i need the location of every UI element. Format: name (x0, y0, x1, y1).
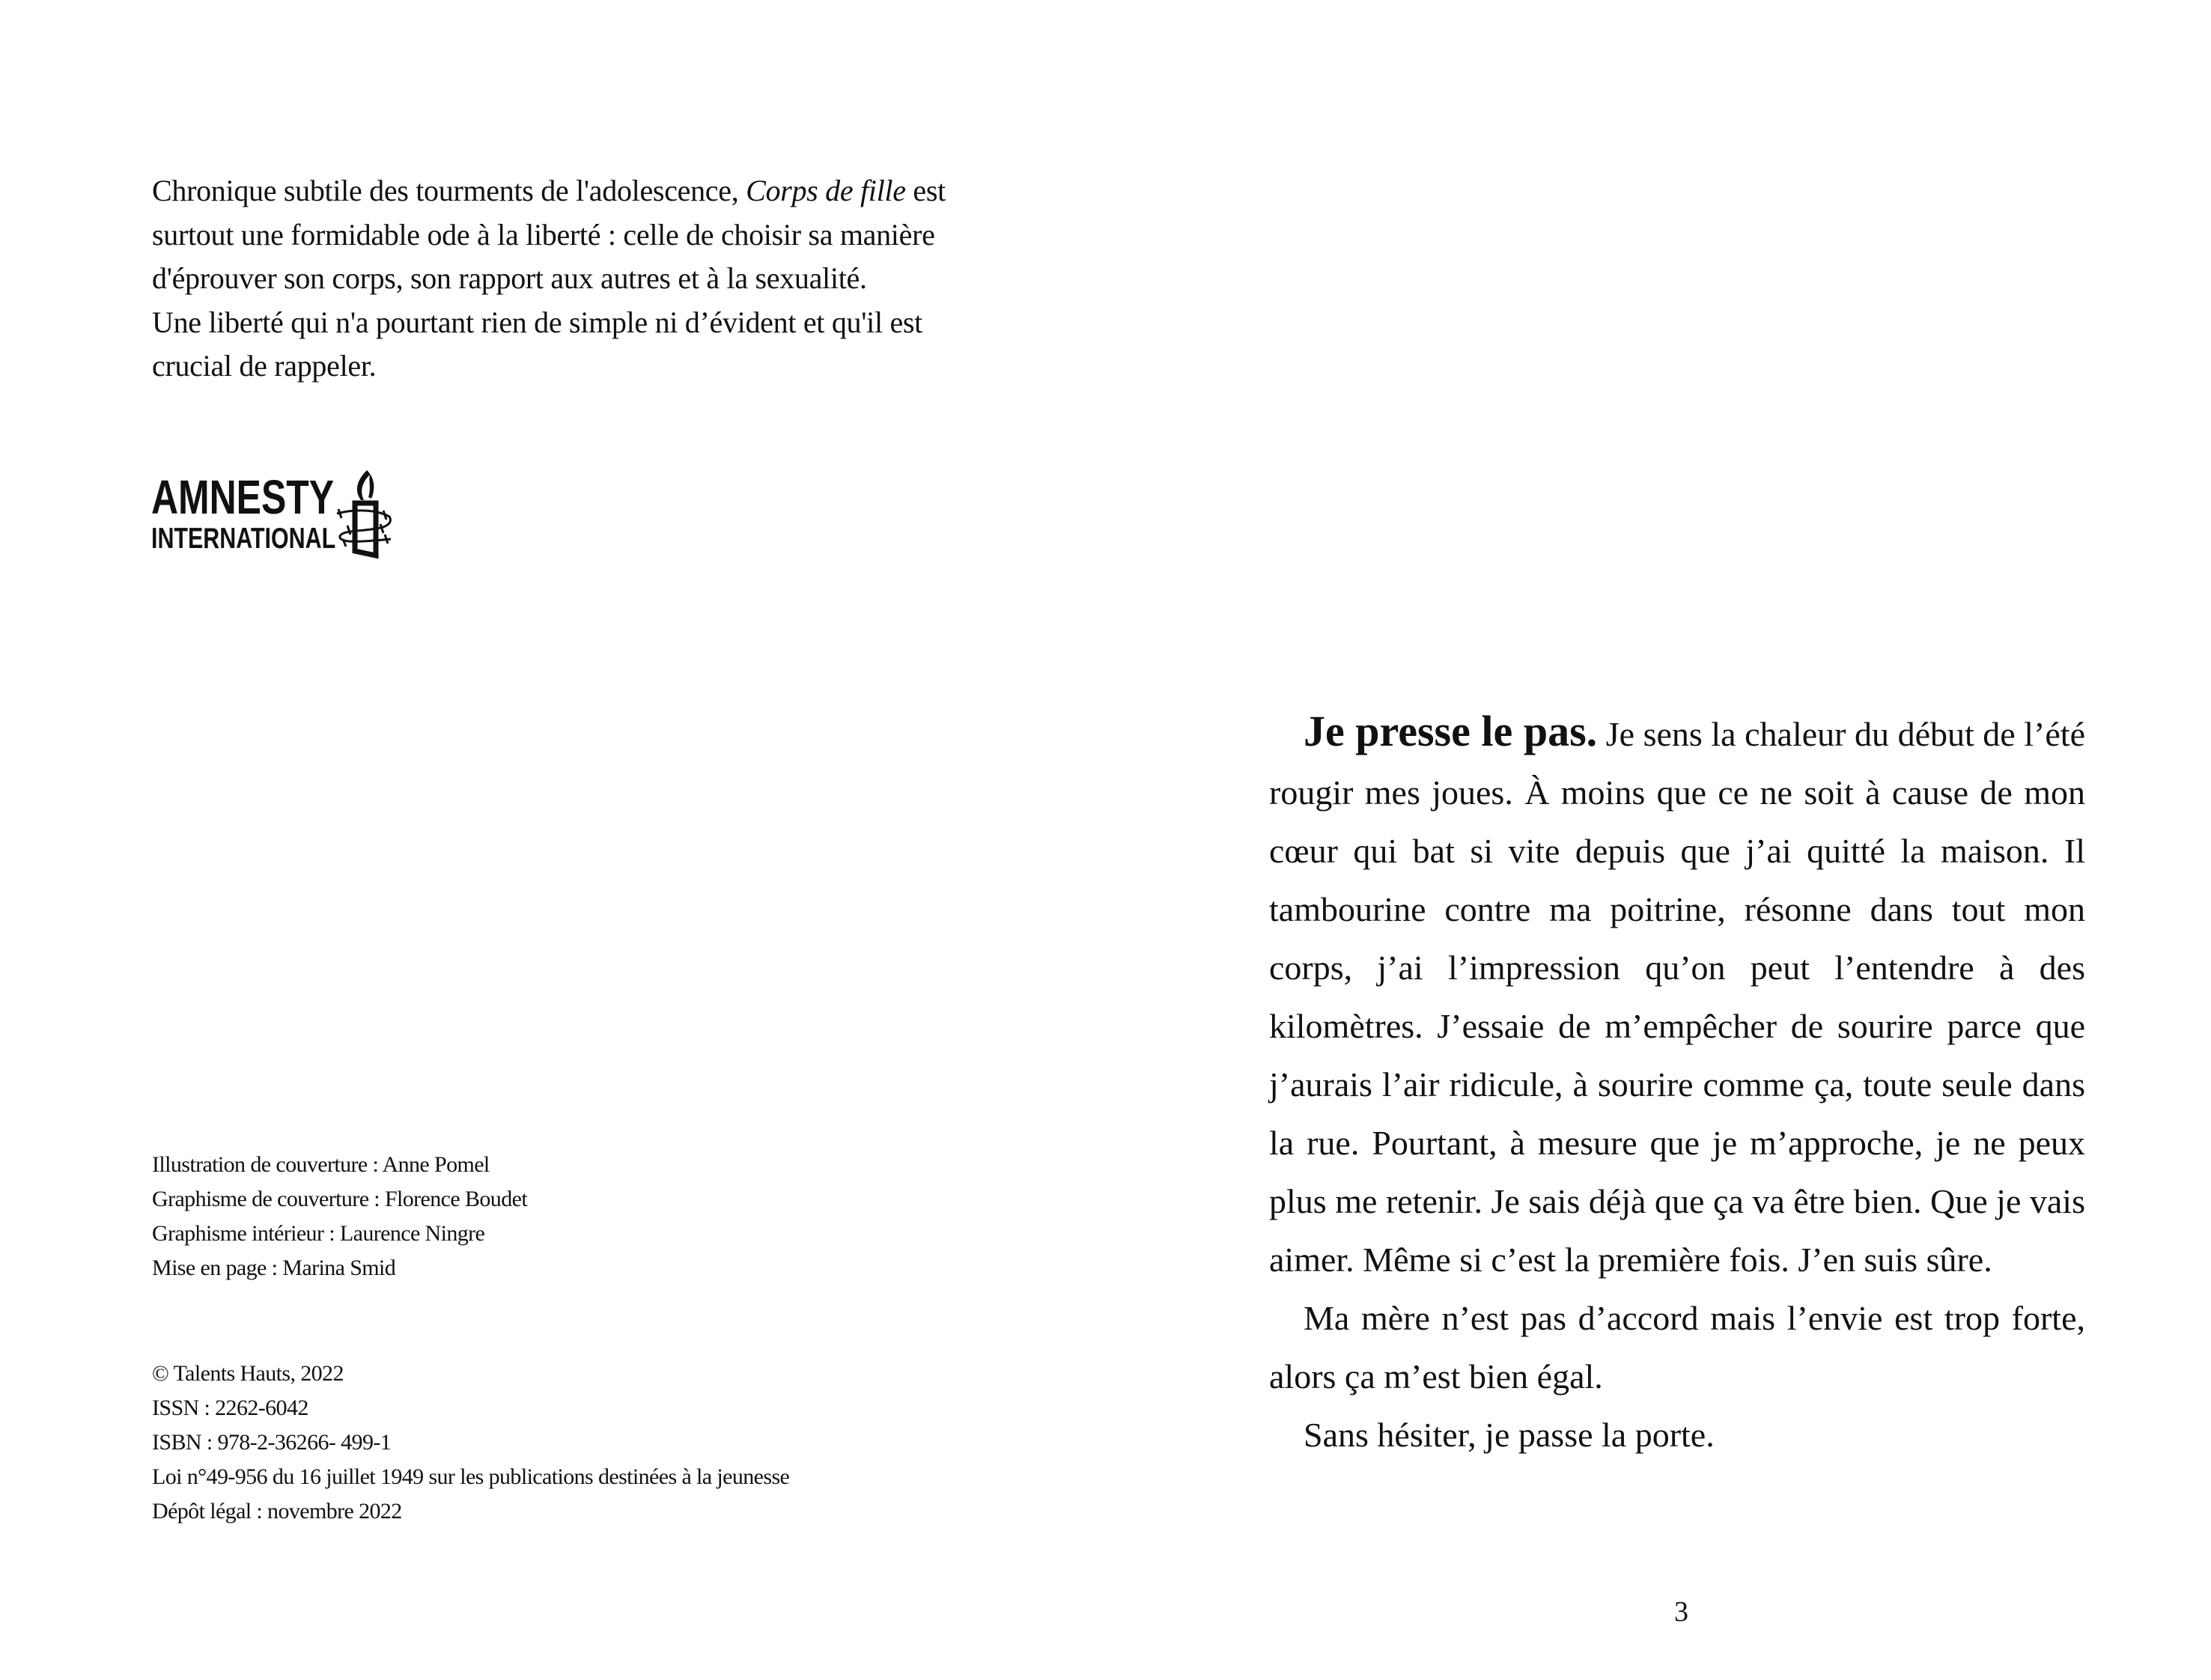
credit-line: Graphisme de couverture : Florence Boudet (152, 1187, 528, 1211)
logo-line-1: AMNESTY (151, 469, 335, 524)
issn-line: ISSN : 2262-6042 (152, 1396, 308, 1420)
logo-wordmark (151, 469, 336, 555)
legal-block (152, 1357, 789, 1529)
story-paragraph-3: Sans hésiter, je passe la porte. (1304, 1416, 1715, 1454)
page-number: 3 (1674, 1596, 1688, 1628)
story-paragraph-1 (1269, 702, 2085, 1289)
isbn-line: ISBN : 978-2-36266- 499-1 (152, 1430, 392, 1455)
credit-line: Illustration de couverture : Anne Pomel (152, 1152, 490, 1177)
credit-line: Mise en page : Marina Smid (152, 1256, 396, 1280)
credits-block (152, 1148, 527, 1285)
blurb-text: est surtout une formidable ode à la liberté : celle de choisir sa manière d'éprouver son corps, son rapport aux autres et à la sexualité. (152, 174, 946, 295)
book-title-italic: Corps de fille (746, 174, 906, 207)
legal-deposit-line: Dépôt légal : novembre 2022 (152, 1499, 402, 1524)
blurb-paragraph-2: Une liberté qui n'a pourtant rien de simple ni d’évident et qu'il est crucial de rappeler. (152, 305, 922, 383)
story-paragraph-2: Ma mère n’est pas d’accord mais l’envie est trop forte, alors ça m’est bien égal. (1269, 1299, 2085, 1396)
law-line: Loi n°49-956 du 16 juillet 1949 sur les publications destinées à la jeunesse (152, 1464, 790, 1489)
left-page (0, 0, 1105, 1680)
amnesty-international-logo (151, 464, 388, 561)
blurb-text: Chronique subtile des tourments de l'adolescence, (152, 174, 746, 207)
story-lead-in: Je presse le pas. (1304, 707, 1598, 755)
right-page (1105, 0, 2211, 1680)
candle-barbed-wire-icon (331, 464, 398, 561)
logo-line-2: INTERNATIONAL (151, 522, 336, 555)
story-paragraph-text: Je sens la chaleur du début de l’été rougir mes joues. À moins que ce ne soit à cause de mon cœur qui bat si vite depuis que j’ai quitté la maison. Il tambourine contre ma poitrine, résonne dans tout mon corps, j’ai l’impression qu’on peut l’entendre à des kilomètres. J’essaie de m’empêcher de sourire parce que j’aurais l’air ridicule, à sourire comme ça, toute seule dans la rue. Pourtant, à mesure que je m’approche, je ne peux plus me retenir. Je sais déjà que ça va être bien. Que je vais aimer. Même si c’est la première fois. J’en suis sûre. (1269, 715, 2085, 1279)
copyright-line: © Talents Hauts, 2022 (152, 1361, 344, 1386)
credit-line: Graphisme intérieur : Laurence Ningre (152, 1221, 485, 1246)
story-text (1269, 702, 2085, 1464)
back-cover-blurb (152, 169, 983, 389)
blurb-paragraph-1 (152, 169, 983, 301)
